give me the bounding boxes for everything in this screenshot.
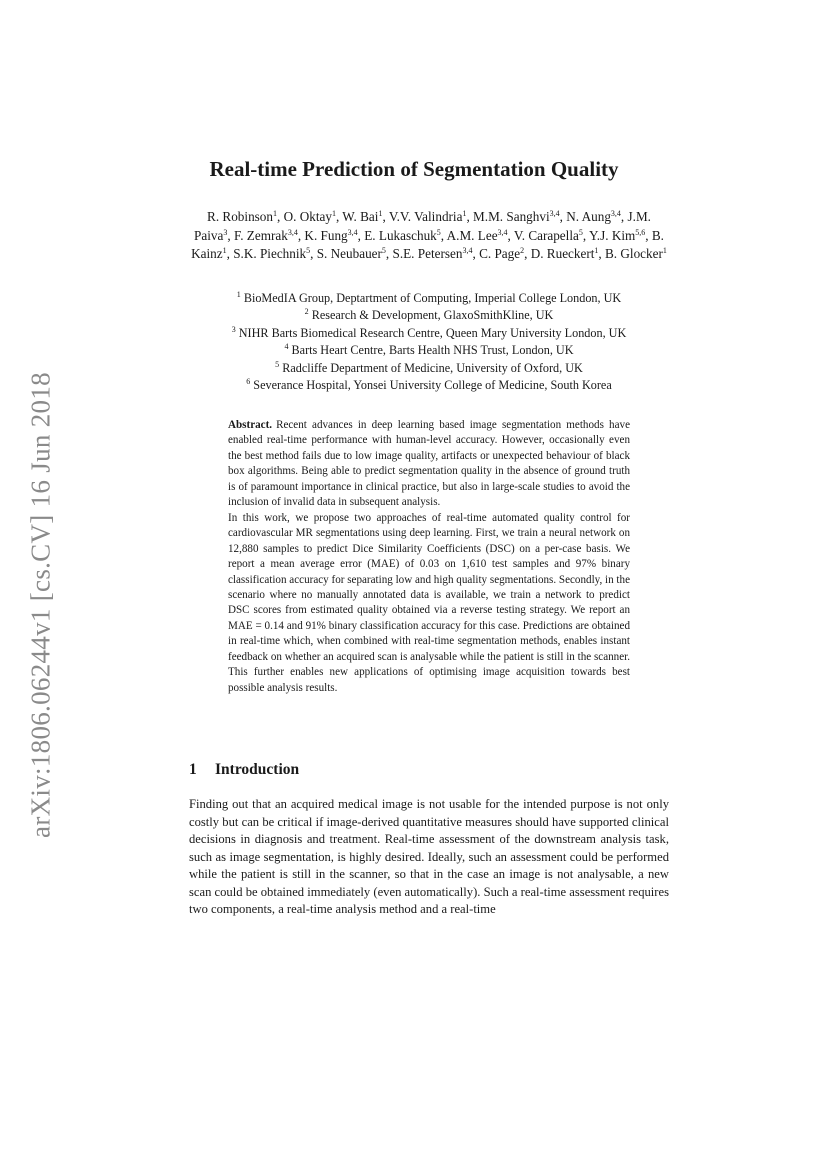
affiliation — [150, 307, 708, 324]
author-affiliation-marker: 1 — [331, 209, 336, 218]
author-affiliation-marker: 3 — [223, 227, 228, 237]
author-name: W. Bai — [342, 209, 379, 224]
affiliation-text: Radcliffe Department of Medicine, University of Oxford, UK — [279, 360, 583, 375]
author-affiliation-marker: 5 — [381, 246, 386, 255]
author-affiliation-marker: 2 — [520, 246, 525, 255]
author-affiliation-marker: 5 — [436, 227, 441, 237]
author-affiliation-marker: 1 — [222, 246, 227, 255]
author-name: O. Oktay — [283, 209, 332, 224]
author-name: S.E. Petersen — [392, 246, 463, 261]
author-name: B. Kainz — [191, 227, 664, 261]
affiliation-number: 1 — [236, 290, 241, 299]
author-name: K. Fung — [304, 227, 348, 243]
author — [284, 209, 336, 224]
author — [207, 209, 277, 224]
section-heading — [189, 761, 299, 779]
author — [233, 246, 310, 261]
author — [566, 209, 621, 224]
author-affiliation-marker: 1 — [462, 209, 467, 218]
author — [479, 246, 524, 261]
arxiv-identifier — [18, 360, 64, 850]
author — [304, 228, 357, 243]
author — [317, 246, 386, 261]
affiliation-number: 6 — [246, 377, 251, 387]
author — [447, 228, 508, 243]
abstract-paragraph-2: In this work, we propose two approaches of real-time automated quality control for cardiovascular MR segmentations using deep learning. First, we train a neural network on 12,880 samples to predict Dice Similarity Coefficients (DSC) on a per-case basis. We report a mean average error (MAE) of 0.03 on 1,610 test samples and 97% binary classification accuracy for separating low and high quality segmentations. Secondly, in the scenario where no manually annotated data is available, we train a network to predict DSC scores from estimated quality obtained via a reverse testing strategy. We report an MAE = 0.14 and 91% binary classification accuracy for this case. Predictions are obtained in real-time which, when combined with real-time segmentation methods, enables instant feedback on whether an acquired scan is analysable while the patient is still in the scanner. This further enables new applications of optimising image acquisition towards best possible analysis results. — [228, 511, 630, 694]
author-name: S. Neubauer — [316, 246, 382, 261]
abstract-label: Abstract. — [228, 419, 273, 431]
abstract — [228, 418, 630, 696]
author-list: R. Robinson$^1$, O. Oktay$^1$, W. Bai$^1$, V.V. Valindria$^1$, M.M. Sanghvi$^{3,4}$, N. Aung$^{3,4}$, J.M. Paiva$^3$, F. Zemrak$^{3,4}$, K. Fung$^{3,4}$, E. Lukaschuk$^5$, A.M. Lee$^{3,4}$, V. Carapella$^5$, Y.J. Kim$^{5,6}$, B. Kainz$^1$, S.K. Piechnik$^5$, S. Neubauer$^5$, S.E. Petersen$^{3,4}$, C. Page$^2$, D. Rueckert$^1$, B. Glocker$^1$ — [191, 209, 667, 261]
author-affiliation-marker: 1 — [594, 246, 599, 255]
author-affiliation-marker: 3,4 — [462, 246, 473, 255]
author — [393, 246, 473, 261]
author-name: V.V. Valindria — [388, 209, 463, 224]
author-name: D. Rueckert — [530, 246, 595, 261]
affiliation — [150, 290, 708, 307]
affiliation-number: 5 — [275, 359, 280, 369]
author-affiliation-marker: 3,4 — [347, 227, 358, 237]
affiliation-text: NIHR Barts Biomedical Research Centre, Queen Mary University London, UK — [235, 325, 627, 340]
introduction-body — [189, 796, 669, 919]
author-name: A.M. Lee — [446, 227, 498, 243]
author-name: N. Aung — [566, 209, 611, 224]
author-affiliation-marker: 3,4 — [610, 209, 621, 218]
section-title: Introduction — [215, 761, 300, 778]
author — [531, 246, 599, 261]
affiliation-number: 4 — [284, 342, 289, 352]
author-affiliation-marker: 1 — [272, 209, 277, 218]
author — [234, 228, 298, 243]
author-affiliation-marker: 5 — [306, 246, 311, 255]
arxiv-identifier-text: arXiv:1806.06244v1 [cs.CV] 16 Jun 2018 — [25, 372, 56, 838]
section-number: 1 — [189, 761, 197, 778]
author-name: M.M. Sanghvi — [473, 209, 550, 224]
author — [473, 209, 560, 224]
author — [605, 246, 667, 261]
author — [514, 228, 583, 243]
affiliation-list — [150, 290, 708, 394]
author-affiliation-marker: 3,4 — [549, 209, 560, 218]
author — [389, 209, 467, 224]
author-affiliation-marker: 5,6 — [635, 227, 646, 237]
author-name: V. Carapella — [513, 227, 579, 243]
author-name: E. Lukaschuk — [364, 227, 437, 243]
author — [364, 228, 441, 243]
affiliation — [150, 377, 708, 394]
author-affiliation-marker: 5 — [578, 227, 583, 237]
affiliation-text: BioMedIA Group, Deptartment of Computing, Imperial College London, UK — [240, 291, 622, 305]
author-affiliation-marker: 3,4 — [497, 227, 508, 237]
author-affiliation-marker: 1 — [378, 209, 383, 218]
author-name: J.M. Paiva — [194, 209, 651, 243]
abstract-text-1: Recent advances in deep learning based image segmentation methods have enabled real-time performance with human-level accuracy. However, occasionally even the best method fails due to low image quality, artifacts or unexpected behaviour of black box algorithms. Being able to predict segmentation quality in the absence of ground truth is of paramount importance in clinical practice, but also in large-scale studies to avoid the inclusion of invalid data in subsequent analysis. — [228, 419, 630, 509]
affiliation-text: Research & Development, GlaxoSmithKline, UK — [308, 308, 554, 323]
body-paragraph: Finding out that an acquired medical image is not usable for the intended purpose is not only costly but can be critical if image-derived quantitative measures should have supported clinical decisions in diagnosis and treatment. Real-time assessment of the downstream analysis task, such as image segmentation, is highly desired. Ideally, such an assessment could be performed while the patient is still in the scanner, so that in the case an image is not analysable, a new scan could be obtained immediately (even automatically). Such a real-time assessment requires two components, a real-time analysis method and a real-time — [189, 797, 669, 917]
author-affiliation-marker: 1 — [662, 246, 667, 255]
author-name: Y.J. Kim — [588, 227, 636, 243]
affiliation-text: Barts Heart Centre, Barts Health NHS Trust, London, UK — [288, 343, 574, 358]
author — [589, 228, 645, 243]
author — [342, 209, 382, 224]
author-name: C. Page — [479, 246, 521, 261]
author-name: F. Zemrak — [233, 227, 288, 243]
author-affiliation-marker: 3,4 — [287, 227, 298, 237]
affiliation-text: Severance Hospital, Yonsei University College of Medicine, South Korea — [250, 378, 612, 393]
author-name: R. Robinson — [207, 209, 273, 224]
author-name: B. Glocker — [605, 246, 663, 261]
abstract-paragraph-1 — [228, 418, 630, 511]
affiliation — [150, 325, 708, 342]
paper-title: Real-time Prediction of Segmentation Quality — [209, 157, 619, 181]
affiliation — [150, 360, 708, 377]
author-name: S.K. Piechnik — [233, 246, 307, 261]
affiliation — [150, 342, 708, 359]
affiliation-number: 3 — [231, 324, 236, 334]
affiliation-number: 2 — [304, 307, 309, 317]
